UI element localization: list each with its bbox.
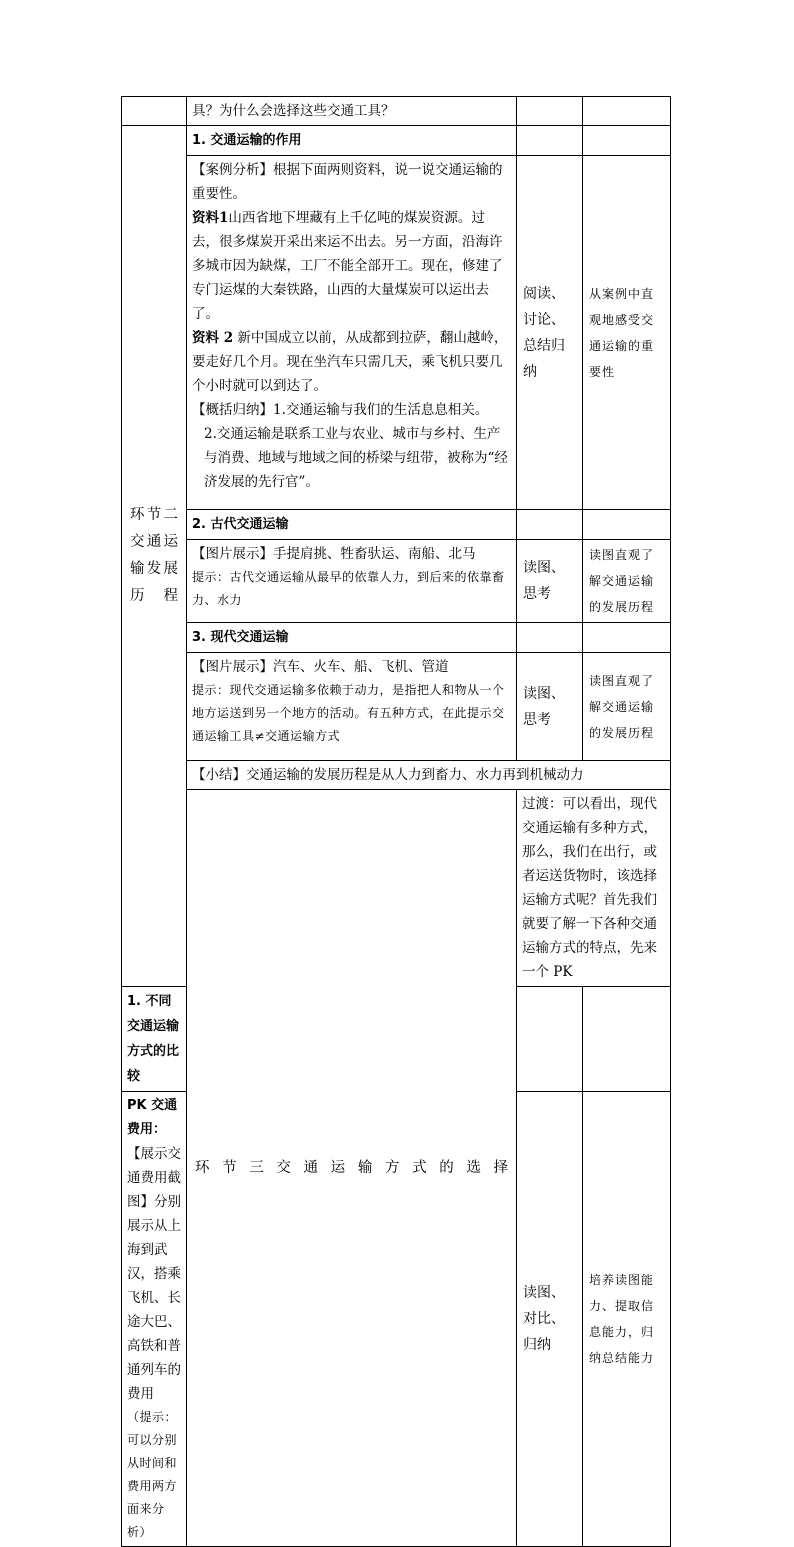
- case-text: 根据下面两则资料，说一说交通运输的重要性。: [192, 162, 503, 202]
- hint-text: 提示：现代交通运输多依赖于动力，是指把人和物从一个地方运送到另一个地方的活动。有五种方式，在此提示交通运输工具≠交通运输方式: [192, 683, 505, 743]
- pk-label: PK 交通费用：: [127, 1098, 178, 1137]
- material-1-text: 山西省地下埋藏有上千亿吨的煤炭资源。过去，很多煤炭开采出来运不出去。另一方面，沿海许多城市因为缺煤，工厂不能全部开工。现在，修建了专门运煤的大秦铁路，山西的大量煤炭可以运出去了。: [192, 210, 503, 322]
- activity-cell: [517, 97, 583, 126]
- lesson-plan-table: [121, 96, 671, 1547]
- summary-prefix: 【概括归纳】: [192, 402, 273, 418]
- activity-cell: 阅读、讨论、总结归纳: [517, 156, 583, 510]
- intent-cell: 读图直观了解交通运输的发展历程: [583, 653, 671, 761]
- stage2-label: 环节二交通运输发展历程: [122, 126, 187, 987]
- intent-cell: 读图直观了解交通运输的发展历程: [583, 540, 671, 623]
- intent-cell: [583, 126, 671, 156]
- content-cell: [122, 1092, 187, 1547]
- table-row: [122, 623, 671, 653]
- material-2-label: 资料 2: [192, 330, 234, 346]
- content-cell: [187, 540, 517, 623]
- activity-cell: 读图、对比、归纳: [517, 1092, 583, 1547]
- hint-text: 提示：古代交通运输从最早的依靠人力，到后来的依靠畜力、水力: [192, 570, 505, 607]
- activity-cell: 读图、思考: [517, 653, 583, 761]
- transition-text: 过渡：可以看出，现代交通运输有多种方式，那么，我们在出行，或者运送货物时，该选择运输方式呢？首先我们就要了解一下各种交通运输方式的特点，先来一个 PK: [517, 790, 671, 987]
- table-row: [122, 761, 671, 790]
- section-heading: 3. 现代交通运输: [187, 623, 517, 653]
- section-heading: 1. 不同交通运输方式的比较: [122, 987, 187, 1092]
- activity-cell: [517, 623, 583, 653]
- conclusion-text: 【小结】交通运输的发展历程是从人力到畜力、水力再到机械动力: [187, 761, 671, 790]
- table-row: [122, 540, 671, 623]
- content-cell: 具？为什么会选择这些交通工具？: [187, 97, 517, 126]
- table-row: [122, 510, 671, 540]
- table-row: [122, 653, 671, 761]
- stage-cell-empty: [122, 97, 187, 126]
- table-row: [122, 97, 671, 126]
- material-2-text: 新中国成立以前，从成都到拉萨，翻山越岭，要走好几个月。现在坐汽车只需几天，乘飞机只要几个小时就可以到达了。: [192, 330, 508, 394]
- intent-cell: [583, 623, 671, 653]
- intent-cell: [583, 97, 671, 126]
- case-prefix: 【案例分析】: [192, 162, 273, 178]
- content-cell: [187, 653, 517, 761]
- section-heading: 1. 交通运输的作用: [187, 126, 517, 156]
- intent-cell: [583, 510, 671, 540]
- intent-cell: 培养读图能力、提取信息能力，归纳总结能力: [583, 1092, 671, 1547]
- activity-cell: 读图、思考: [517, 540, 583, 623]
- material-1-label: 资料1: [192, 210, 229, 226]
- table-row: [122, 156, 671, 510]
- activity-cell: [517, 510, 583, 540]
- pk-content: 【展示交通费用截图】分别展示从上海到武汉，搭乘飞机、长途大巴、高铁和普通列车的费用: [127, 1146, 181, 1402]
- activity-cell: [517, 987, 583, 1092]
- activity-cell: [517, 126, 583, 156]
- summary-1: 1.交通运输与我们的生活息息相关。: [273, 402, 489, 418]
- table-row: [122, 126, 671, 156]
- summary-2: 2.交通运输是联系工业与农业、城市与乡村、生产与消费、地域与地域之间的桥梁与纽带，被称为“经济发展的先行官”。: [204, 426, 508, 490]
- section-heading: 2. 古代交通运输: [187, 510, 517, 540]
- hint-text: （提示：可以分别从时间和费用两方面来分析）: [127, 1410, 178, 1539]
- intent-cell: [583, 987, 671, 1092]
- intent-cell: 从案例中直观地感受交通运输的重要性: [583, 156, 671, 510]
- content-cell: [187, 156, 517, 510]
- image-display: 【图片展示】手提肩挑、牲畜驮运、南船、北马: [192, 546, 476, 562]
- table-row: [122, 790, 671, 987]
- image-display: 【图片展示】汽车、火车、船、飞机、管道: [192, 659, 449, 675]
- stage3-label: 环节三交通运输方式的选择: [187, 790, 517, 1547]
